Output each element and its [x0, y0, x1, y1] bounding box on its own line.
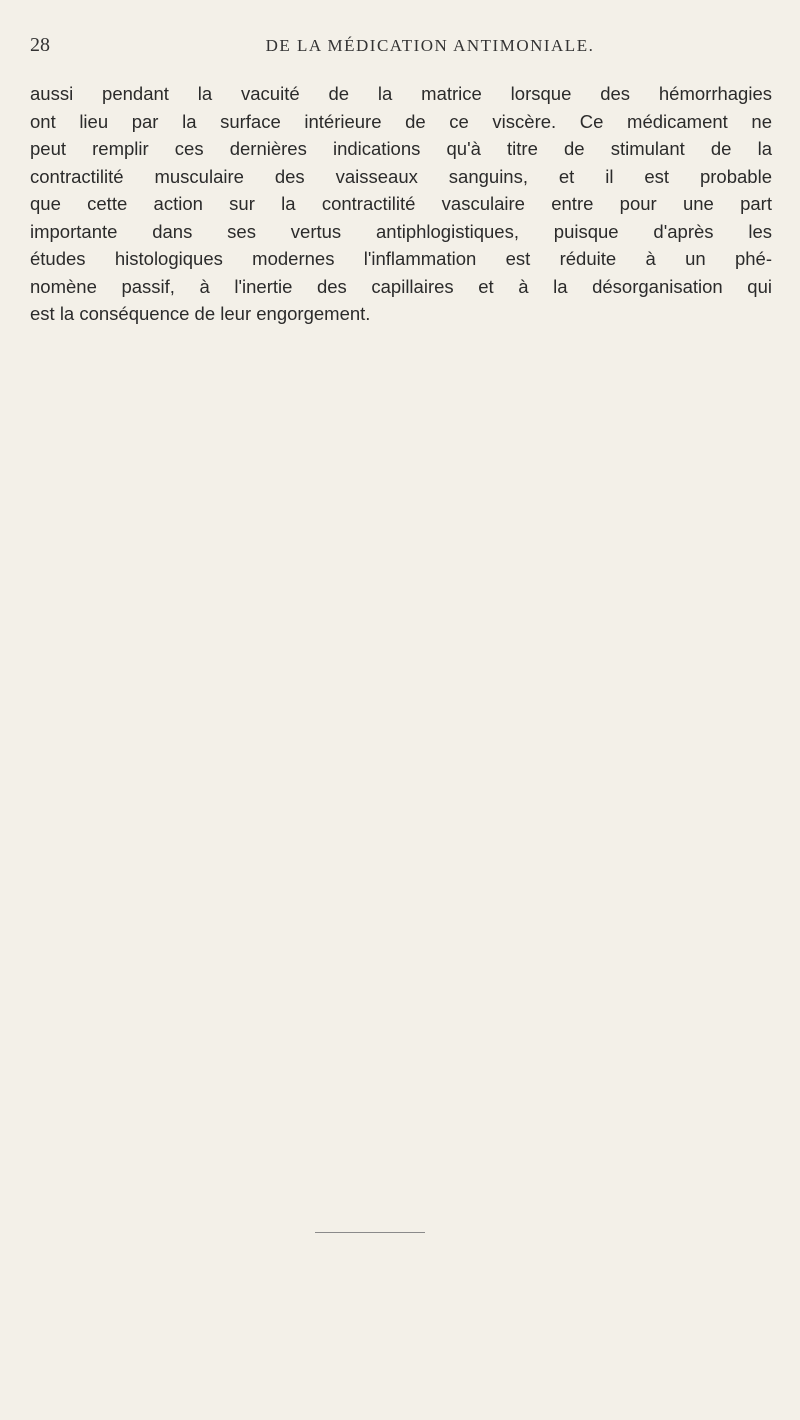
text-line: nomène passif, à l'inertie des capillaires et à la désorganisation qui	[30, 275, 772, 297]
running-title: DE LA MÉDICATION ANTIMONIALE.	[265, 36, 595, 55]
body-paragraph	[30, 80, 772, 328]
section-divider	[315, 1232, 425, 1233]
text-line: que cette action sur la contractilité vasculaire entre pour une part	[30, 193, 772, 214]
page-header	[30, 34, 770, 64]
page-number: 28	[30, 34, 50, 56]
text-line: études histologiques modernes l'inflammation est réduite à un phé-	[30, 248, 772, 269]
text-line: peut remplir ces dernières indications qu'à titre de stimulant de la	[30, 138, 772, 159]
text-line: aussi pendant la vacuité de la matrice lorsque des hémorrhagies	[30, 83, 772, 104]
text-line: importante dans ses vertus antiphlogistiques, puisque d'après les	[30, 220, 772, 242]
text-line: ont lieu par la surface intérieure de ce viscère. Ce médicament ne	[30, 110, 772, 132]
text-line: contractilité musculaire des vaisseaux sanguins, et il est probable	[30, 165, 772, 187]
text-line: est la conséquence de leur engorgement.	[30, 303, 371, 324]
